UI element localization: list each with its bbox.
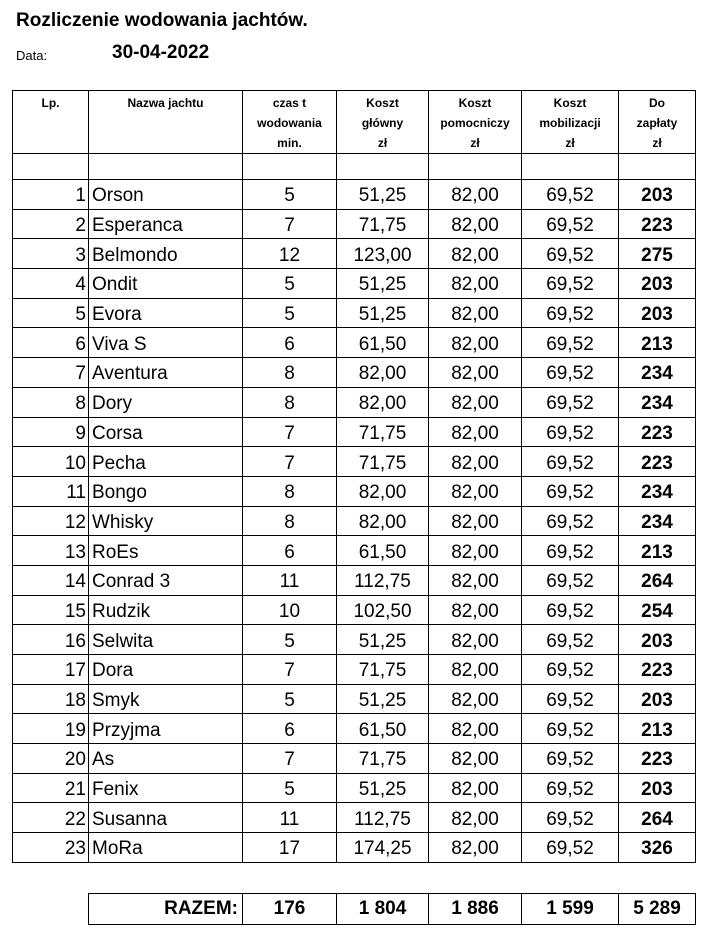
header-time-line: min.	[277, 136, 302, 150]
cell-time: 6	[243, 536, 337, 566]
cell-aux-cost: 82,00	[429, 684, 522, 714]
cell-mob-cost: 69,52	[522, 595, 619, 625]
cell-lp: 11	[13, 476, 89, 506]
cell-yacht-name: Smyk	[89, 684, 243, 714]
cell-yacht-name: Belmondo	[89, 239, 243, 269]
table-row	[13, 328, 696, 358]
blank-cell	[13, 154, 89, 180]
cell-main-cost: 61,50	[337, 328, 429, 358]
cell-mob-cost: 69,52	[522, 506, 619, 536]
cell-time: 7	[243, 447, 337, 477]
cell-to-pay: 203	[619, 625, 696, 655]
cell-main-cost: 51,25	[337, 773, 429, 803]
cell-mob-cost: 69,52	[522, 684, 619, 714]
cell-aux-cost: 82,00	[429, 773, 522, 803]
cell-lp: 23	[13, 833, 89, 863]
cell-time: 5	[243, 773, 337, 803]
cell-main-cost: 71,75	[337, 744, 429, 774]
cell-main-cost: 82,00	[337, 387, 429, 417]
cell-to-pay: 223	[619, 447, 696, 477]
cell-main-cost: 71,75	[337, 209, 429, 239]
cell-mob-cost: 69,52	[522, 447, 619, 477]
cell-lp: 14	[13, 565, 89, 595]
table-row	[13, 655, 696, 685]
cell-yacht-name: Przyjma	[89, 714, 243, 744]
cell-aux-cost: 82,00	[429, 536, 522, 566]
cell-yacht-name: Aventura	[89, 358, 243, 388]
cell-mob-cost: 69,52	[522, 714, 619, 744]
cell-main-cost: 112,75	[337, 803, 429, 833]
cell-time: 7	[243, 655, 337, 685]
totals-to-pay: 5 289	[619, 894, 696, 925]
cell-to-pay: 223	[619, 655, 696, 685]
cell-yacht-name: Corsa	[89, 417, 243, 447]
header-main-cost-line: Koszt	[366, 96, 399, 110]
cell-time: 7	[243, 209, 337, 239]
cell-aux-cost: 82,00	[429, 803, 522, 833]
cell-time: 5	[243, 298, 337, 328]
cell-lp: 9	[13, 417, 89, 447]
cell-main-cost: 82,00	[337, 476, 429, 506]
totals-aux-cost: 1 886	[429, 894, 522, 925]
cell-lp: 12	[13, 506, 89, 536]
table-row	[13, 417, 696, 447]
totals-row	[89, 894, 696, 925]
cell-aux-cost: 82,00	[429, 239, 522, 269]
cell-lp: 13	[13, 536, 89, 566]
totals-label: RAZEM:	[89, 894, 243, 925]
header-aux-cost	[429, 91, 522, 154]
table-row	[13, 833, 696, 863]
cell-aux-cost: 82,00	[429, 625, 522, 655]
cell-mob-cost: 69,52	[522, 833, 619, 863]
table-row	[13, 773, 696, 803]
cell-mob-cost: 69,52	[522, 387, 619, 417]
cell-aux-cost: 82,00	[429, 328, 522, 358]
cell-to-pay: 326	[619, 833, 696, 863]
cell-aux-cost: 82,00	[429, 417, 522, 447]
cell-time: 5	[243, 180, 337, 210]
cell-time: 5	[243, 684, 337, 714]
cell-aux-cost: 82,00	[429, 180, 522, 210]
cell-to-pay: 254	[619, 595, 696, 625]
cell-lp: 10	[13, 447, 89, 477]
blank-cell	[522, 154, 619, 180]
cell-yacht-name: RoEs	[89, 536, 243, 566]
header-to-pay-line: zapłaty	[636, 116, 678, 130]
cell-aux-cost: 82,00	[429, 744, 522, 774]
cell-lp: 17	[13, 655, 89, 685]
cell-to-pay: 234	[619, 358, 696, 388]
cell-mob-cost: 69,52	[522, 625, 619, 655]
table-row	[13, 269, 696, 299]
cell-time: 7	[243, 417, 337, 447]
cell-yacht-name: Dory	[89, 387, 243, 417]
table-row	[13, 447, 696, 477]
cell-to-pay: 203	[619, 269, 696, 299]
cell-mob-cost: 69,52	[522, 328, 619, 358]
cell-aux-cost: 82,00	[429, 209, 522, 239]
cell-main-cost: 174,25	[337, 833, 429, 863]
cell-yacht-name: Dora	[89, 655, 243, 685]
cell-to-pay: 203	[619, 298, 696, 328]
cell-main-cost: 51,25	[337, 625, 429, 655]
cell-lp: 22	[13, 803, 89, 833]
cell-aux-cost: 82,00	[429, 447, 522, 477]
header-time	[243, 91, 337, 154]
cell-mob-cost: 69,52	[522, 417, 619, 447]
header-aux-cost-line: Koszt	[458, 96, 492, 110]
cell-lp: 6	[13, 328, 89, 358]
cell-aux-cost: 82,00	[429, 506, 522, 536]
table-row	[13, 358, 696, 388]
cell-aux-cost: 82,00	[429, 714, 522, 744]
cell-lp: 15	[13, 595, 89, 625]
cell-to-pay: 213	[619, 536, 696, 566]
table-row	[13, 239, 696, 269]
cell-yacht-name: Ondit	[89, 269, 243, 299]
cell-to-pay: 275	[619, 239, 696, 269]
date-label: Data:	[16, 48, 48, 63]
cell-mob-cost: 69,52	[522, 239, 619, 269]
table-row	[13, 684, 696, 714]
cell-time: 10	[243, 595, 337, 625]
cell-to-pay: 234	[619, 476, 696, 506]
header-main-cost	[337, 91, 429, 154]
cell-mob-cost: 69,52	[522, 803, 619, 833]
cell-mob-cost: 69,52	[522, 269, 619, 299]
cell-lp: 5	[13, 298, 89, 328]
cell-yacht-name: Esperanca	[89, 209, 243, 239]
cell-aux-cost: 82,00	[429, 476, 522, 506]
cell-main-cost: 51,25	[337, 684, 429, 714]
totals-mob-cost: 1 599	[522, 894, 619, 925]
blank-cell	[337, 154, 429, 180]
table-row	[13, 625, 696, 655]
table-row	[13, 506, 696, 536]
totals-table	[88, 893, 696, 925]
cell-time: 11	[243, 803, 337, 833]
cell-aux-cost: 82,00	[429, 298, 522, 328]
header-mob-cost-line: zł	[565, 136, 575, 150]
cell-to-pay: 264	[619, 565, 696, 595]
header-to-pay	[619, 91, 696, 154]
header-mob-cost	[522, 91, 619, 154]
table-row	[13, 180, 696, 210]
cell-to-pay: 203	[619, 684, 696, 714]
cell-mob-cost: 69,52	[522, 744, 619, 774]
table-row	[13, 476, 696, 506]
cell-to-pay: 264	[619, 803, 696, 833]
blank-row	[13, 154, 696, 180]
cell-main-cost: 71,75	[337, 417, 429, 447]
cell-to-pay: 223	[619, 744, 696, 774]
cell-time: 8	[243, 476, 337, 506]
cell-main-cost: 51,25	[337, 298, 429, 328]
cell-to-pay: 203	[619, 180, 696, 210]
cell-aux-cost: 82,00	[429, 358, 522, 388]
cell-mob-cost: 69,52	[522, 565, 619, 595]
cell-time: 5	[243, 625, 337, 655]
cell-lp: 21	[13, 773, 89, 803]
table-row	[13, 714, 696, 744]
table-row	[13, 565, 696, 595]
cell-yacht-name: Whisky	[89, 506, 243, 536]
cell-yacht-name: Rudzik	[89, 595, 243, 625]
cell-time: 17	[243, 833, 337, 863]
blank-cell	[429, 154, 522, 180]
header-aux-cost-line: pomocniczy	[440, 116, 510, 130]
cell-mob-cost: 69,52	[522, 476, 619, 506]
cell-main-cost: 61,50	[337, 536, 429, 566]
header-mob-cost-line: mobilizacji	[539, 116, 601, 130]
cell-time: 11	[243, 565, 337, 595]
cell-yacht-name: MoRa	[89, 833, 243, 863]
blank-cell	[619, 154, 696, 180]
cell-yacht-name: Fenix	[89, 773, 243, 803]
header-main-cost-line: zł	[377, 136, 388, 150]
cell-time: 7	[243, 744, 337, 774]
header-row	[13, 91, 696, 154]
cell-yacht-name: Selwita	[89, 625, 243, 655]
table-row	[13, 595, 696, 625]
cell-to-pay: 213	[619, 714, 696, 744]
cell-main-cost: 61,50	[337, 714, 429, 744]
cell-aux-cost: 82,00	[429, 833, 522, 863]
cell-lp: 16	[13, 625, 89, 655]
settlement-table	[12, 90, 696, 863]
cell-to-pay: 213	[619, 328, 696, 358]
document-title: Rozliczenie wodowania jachtów.	[16, 10, 308, 31]
cell-yacht-name: Orson	[89, 180, 243, 210]
table-row	[13, 536, 696, 566]
cell-main-cost: 51,25	[337, 269, 429, 299]
cell-yacht-name: As	[89, 744, 243, 774]
header-time-line: wodowania	[257, 116, 322, 130]
header-lp: Lp.	[13, 91, 89, 154]
table-row	[13, 744, 696, 774]
cell-to-pay: 234	[619, 506, 696, 536]
date-value: 30-04-2022	[112, 42, 210, 63]
cell-to-pay: 203	[619, 773, 696, 803]
cell-lp: 2	[13, 209, 89, 239]
cell-main-cost: 123,00	[337, 239, 429, 269]
cell-lp: 7	[13, 358, 89, 388]
header-to-pay-line: Do	[649, 96, 665, 110]
cell-time: 5	[243, 269, 337, 299]
cell-to-pay: 223	[619, 417, 696, 447]
header-aux-cost-line: zł	[470, 136, 480, 150]
table-row	[13, 803, 696, 833]
cell-aux-cost: 82,00	[429, 655, 522, 685]
cell-aux-cost: 82,00	[429, 269, 522, 299]
cell-main-cost: 51,25	[337, 180, 429, 210]
blank-cell	[243, 154, 337, 180]
header-time-line: czas t	[272, 96, 307, 110]
cell-yacht-name: Evora	[89, 298, 243, 328]
cell-aux-cost: 82,00	[429, 565, 522, 595]
cell-yacht-name: Conrad 3	[89, 565, 243, 595]
cell-main-cost: 71,75	[337, 655, 429, 685]
cell-main-cost: 112,75	[337, 565, 429, 595]
cell-lp: 1	[13, 180, 89, 210]
cell-mob-cost: 69,52	[522, 358, 619, 388]
cell-aux-cost: 82,00	[429, 595, 522, 625]
cell-yacht-name: Susanna	[89, 803, 243, 833]
cell-mob-cost: 69,52	[522, 298, 619, 328]
totals-main-cost: 1 804	[337, 894, 429, 925]
table-row	[13, 298, 696, 328]
cell-time: 6	[243, 328, 337, 358]
cell-yacht-name: Pecha	[89, 447, 243, 477]
cell-mob-cost: 69,52	[522, 180, 619, 210]
header-to-pay-line: zł	[652, 136, 662, 150]
cell-lp: 3	[13, 239, 89, 269]
cell-yacht-name: Bongo	[89, 476, 243, 506]
cell-main-cost: 71,75	[337, 447, 429, 477]
cell-to-pay: 223	[619, 209, 696, 239]
totals-time: 176	[243, 894, 337, 925]
cell-lp: 18	[13, 684, 89, 714]
cell-main-cost: 82,00	[337, 358, 429, 388]
header-mob-cost-line: Koszt	[553, 96, 587, 110]
table-row	[13, 387, 696, 417]
cell-mob-cost: 69,52	[522, 655, 619, 685]
cell-lp: 20	[13, 744, 89, 774]
cell-main-cost: 82,00	[337, 506, 429, 536]
cell-time: 8	[243, 387, 337, 417]
cell-to-pay: 234	[619, 387, 696, 417]
cell-yacht-name: Viva S	[89, 328, 243, 358]
blank-cell	[89, 154, 243, 180]
cell-lp: 4	[13, 269, 89, 299]
table-body	[13, 180, 696, 863]
cell-time: 6	[243, 714, 337, 744]
cell-aux-cost: 82,00	[429, 387, 522, 417]
header-name: Nazwa jachtu	[89, 91, 243, 154]
cell-lp: 8	[13, 387, 89, 417]
cell-mob-cost: 69,52	[522, 773, 619, 803]
table-row	[13, 209, 696, 239]
cell-time: 12	[243, 239, 337, 269]
cell-lp: 19	[13, 714, 89, 744]
cell-mob-cost: 69,52	[522, 536, 619, 566]
cell-time: 8	[243, 358, 337, 388]
header-main-cost-line: główny	[361, 116, 404, 130]
cell-mob-cost: 69,52	[522, 209, 619, 239]
cell-time: 8	[243, 506, 337, 536]
cell-main-cost: 102,50	[337, 595, 429, 625]
